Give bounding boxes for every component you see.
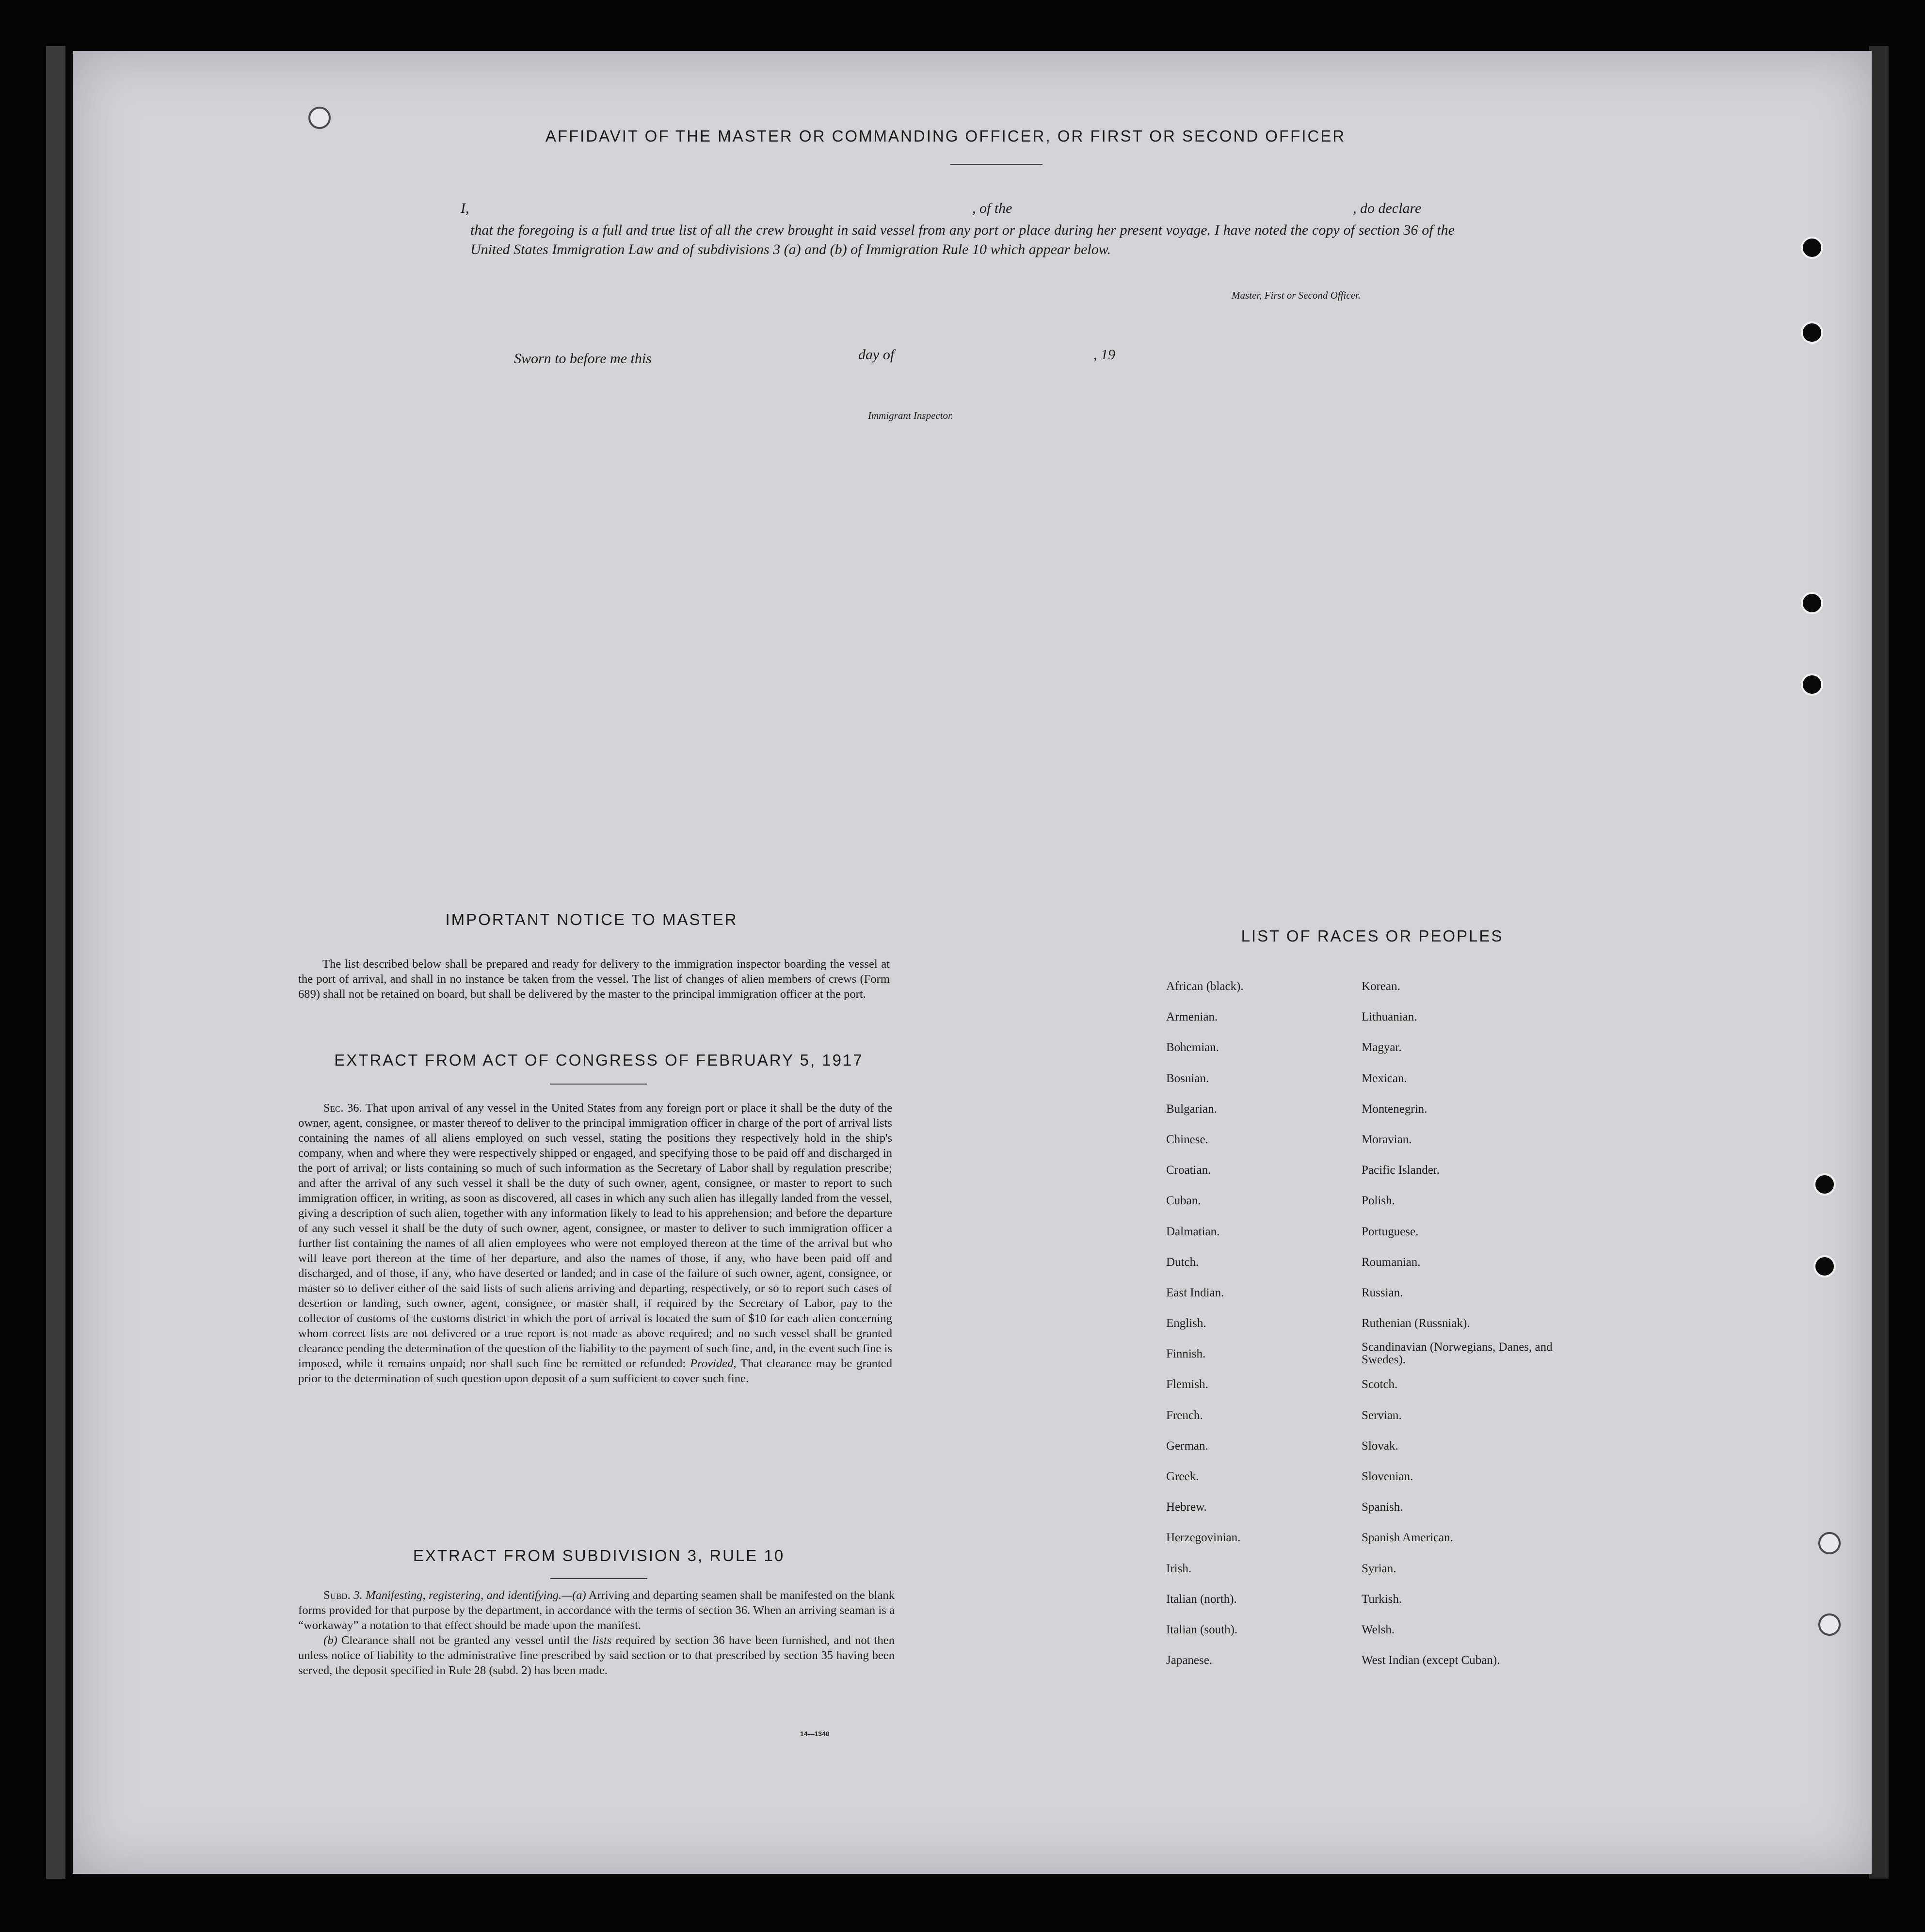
provided-label: Provided, [690, 1357, 737, 1370]
race-item: Roumanian. [1362, 1255, 1421, 1269]
race-item: French. [1166, 1408, 1203, 1422]
race-item: Mexican. [1362, 1071, 1407, 1085]
race-item: East Indian. [1166, 1286, 1224, 1299]
race-item: Greek. [1166, 1470, 1199, 1483]
subd-a-label: —(a) [561, 1589, 586, 1602]
race-item: Japanese. [1166, 1654, 1213, 1667]
race-item: Spanish. [1362, 1501, 1403, 1514]
races-right-column [1362, 979, 1565, 1684]
subd-a-text: Arriving and departing seamen shall be manifested on the blank forms provided for that purpose by the department, in accordance with the terms of section 36. When an arriving seaman is a “workaway” a notation to that effect should be made upon the manifest. [298, 1589, 895, 1632]
race-item: Flemish. [1166, 1378, 1208, 1391]
race-item: Herzegovinian. [1166, 1531, 1241, 1545]
binder-hole-icon [1801, 673, 1823, 696]
race-item: Irish. [1166, 1562, 1192, 1575]
race-item: Armenian. [1166, 1010, 1218, 1024]
of-the-label: , of the [972, 200, 1012, 216]
race-item: Portuguese. [1362, 1225, 1419, 1238]
subd-b-label: (b) [323, 1634, 337, 1647]
race-item: West Indian (except Cuban). [1362, 1654, 1500, 1667]
day-of-label: day of [858, 347, 895, 363]
act-body: 36. That upon arrival of any vessel in the United States from any foreign port or place it shall be the duty of the owner, agent, consignee, or master thereof to deliver to the principal immigration officer in charge of the port of arrival lists containing the names of all aliens employed on such vessel, stating the positions they respectively hold in the ship's company, when and where they were respectively shipped or engaged, and specifying those to be paid off and discharged in the port of arrival; or lists containing so much of such information as the Secretary of Labor shall by regulation prescribe; and after the arrival of any such vessel it shall be the duty of such owner, agent, consignee, or master to report to such immigration officer, in writing, as soon as discovered, all cases in which any such alien has illegally landed from the vessel, giving a description of such alien, together with any information likely to lead to his apprehension; and before the departure of any such vessel it shall be the duty of such owner, agent, consignee, or master to deliver to such immigration officer a further list containing the names of all alien employees who were not employed thereon at the time of the arrival but who will leave port thereon at the time of her departure, and also the names of those, if any, who have been paid off and discharged, and of those, if any, who have deserted or landed; and in case of the failure of such owner, agent, consignee, or master so to deliver either of the said lists of such aliens arriving and departing, respectively, or so to report such cases of desertion or landing, such owner, agent, consignee, or master shall, if required by the Secretary of Labor, pay to the collector of customs of the customs district in which the port of arrival is located the sum of $10 for each alien concerning whom correct lists are not delivered or a true report is not made as above required; and no such vessel shall be granted clearance pending the determination of the question of the liability to the payment of such fine, and, in the event such fine is imposed, while it remains unpaid; nor shall such fine be remitted or refunded: [298, 1102, 892, 1370]
act-body-end: That clearance may be granted prior to the determination of such question upon deposit of a sum sufficient to cover such fine. [298, 1357, 892, 1385]
binder-hole-icon [1818, 1532, 1841, 1554]
binder-hole-icon [1818, 1613, 1841, 1636]
notice-paragraph: The list described below shall be prepared and ready for delivery to the immigration inspector boarding the vessel at the port of arrival, and shall in no instance be taken from the vessel. The list of changes of alien members of crews (Form 689) shall not be retained on board, but shall be delivered by the master to the principal immigration officer at the port. [298, 958, 890, 1001]
race-item: Welsh. [1362, 1623, 1395, 1636]
affiant-i: I, [461, 200, 469, 216]
race-item: Slovak. [1362, 1439, 1398, 1453]
act-heading: EXTRACT FROM ACT OF CONGRESS OF FEBRUARY 5, 1917 [334, 1051, 864, 1069]
affidavit-body: that the foregoing is a full and true list of all the crew brought in said vessel from any port or place during her present voyage. I have noted the copy of section 36 of the United States Immigration Law and of subdivisions 3 (a) and (b) of Immigration Rule 10 which appear below. [470, 222, 1455, 257]
race-item: Slovenian. [1362, 1470, 1413, 1483]
binder-hole-icon [1813, 1255, 1836, 1277]
race-item: Scotch. [1362, 1378, 1398, 1391]
rule-text [298, 1588, 895, 1678]
title-underline [950, 164, 1043, 165]
binder-hole-icon [1801, 592, 1823, 614]
race-item: Finnish. [1166, 1347, 1206, 1361]
subd-label: Subd. [323, 1589, 351, 1602]
race-item: Polish. [1362, 1194, 1395, 1208]
race-item: Turkish. [1362, 1592, 1402, 1606]
race-item: Croatian. [1166, 1164, 1211, 1177]
race-item: Korean. [1362, 980, 1400, 993]
rule-underline [550, 1578, 647, 1579]
notice-heading: IMPORTANT NOTICE TO MASTER [445, 910, 738, 928]
race-item: Bosnian. [1166, 1071, 1209, 1085]
race-item: Scandinavian (Norwegians, Danes, and Swedes). [1362, 1341, 1553, 1367]
race-item: Servian. [1362, 1408, 1402, 1422]
affidavit-title: AFFIDAVIT OF THE MASTER OR COMMANDING OFFICER, OR FIRST OR SECOND OFFICER [545, 127, 1346, 145]
races-heading: LIST OF RACES OR PEOPLES [1241, 927, 1504, 945]
left-page-edge [46, 46, 65, 1879]
binder-hole-icon [308, 107, 331, 129]
subd-b-text-2: required by section 36 have been furnished, and not then unless notice of liability to the administrative fine prescribed by said section or to that prescribed by section 35 having been served, the deposit specified in Rule 28 (subd. 2) has been made. [298, 1634, 895, 1677]
race-item: Dutch. [1166, 1255, 1199, 1269]
signature-caption: Master, First or Second Officer. [1232, 289, 1361, 301]
right-page-edge [1869, 46, 1889, 1879]
race-item: Syrian. [1362, 1562, 1396, 1575]
race-item: Pacific Islander. [1362, 1164, 1440, 1177]
subd-title: 3. Manifesting, registering, and identifying. [353, 1589, 562, 1602]
race-item: African (black). [1166, 980, 1244, 993]
race-item: Montenegrin. [1362, 1102, 1428, 1116]
race-item: Bohemian. [1166, 1041, 1219, 1054]
race-item: Lithuanian. [1362, 1010, 1417, 1024]
sec-label: Sec. [323, 1102, 344, 1115]
race-item: Italian (north). [1166, 1592, 1237, 1606]
inspector-caption: Immigrant Inspector. [868, 410, 954, 421]
race-item: Cuban. [1166, 1194, 1201, 1208]
race-item: German. [1166, 1439, 1208, 1453]
race-item: Italian (south). [1166, 1623, 1238, 1636]
form-number: 14—1340 [800, 1730, 830, 1738]
race-item: Hebrew. [1166, 1501, 1207, 1514]
act-underline [550, 1084, 647, 1085]
race-item: Magyar. [1362, 1041, 1402, 1054]
notice-text [298, 957, 890, 1002]
subd-b-text-1: Clearance shall not be granted any vessel until the [337, 1634, 593, 1647]
race-item: Ruthenian (Russniak). [1362, 1317, 1470, 1330]
race-item: Spanish American. [1362, 1531, 1453, 1545]
race-item: English. [1166, 1317, 1206, 1330]
declare-label: , do declare [1353, 200, 1422, 216]
binder-hole-icon [1801, 237, 1823, 259]
subd-b-lists: lists [592, 1634, 612, 1647]
race-item: Bulgarian. [1166, 1102, 1217, 1116]
races-left-column [1166, 979, 1244, 1684]
binder-hole-icon [1813, 1173, 1836, 1196]
race-item: Russian. [1362, 1286, 1403, 1299]
race-item: Moravian. [1362, 1133, 1412, 1146]
race-item: Dalmatian. [1166, 1225, 1220, 1238]
race-item: Chinese. [1166, 1133, 1208, 1146]
binder-hole-icon [1801, 321, 1823, 344]
act-text [298, 1101, 892, 1386]
year-label: , 19 [1093, 347, 1115, 363]
sworn-label: Sworn to before me this [514, 351, 652, 367]
rule-heading: EXTRACT FROM SUBDIVISION 3, RULE 10 [413, 1547, 785, 1565]
